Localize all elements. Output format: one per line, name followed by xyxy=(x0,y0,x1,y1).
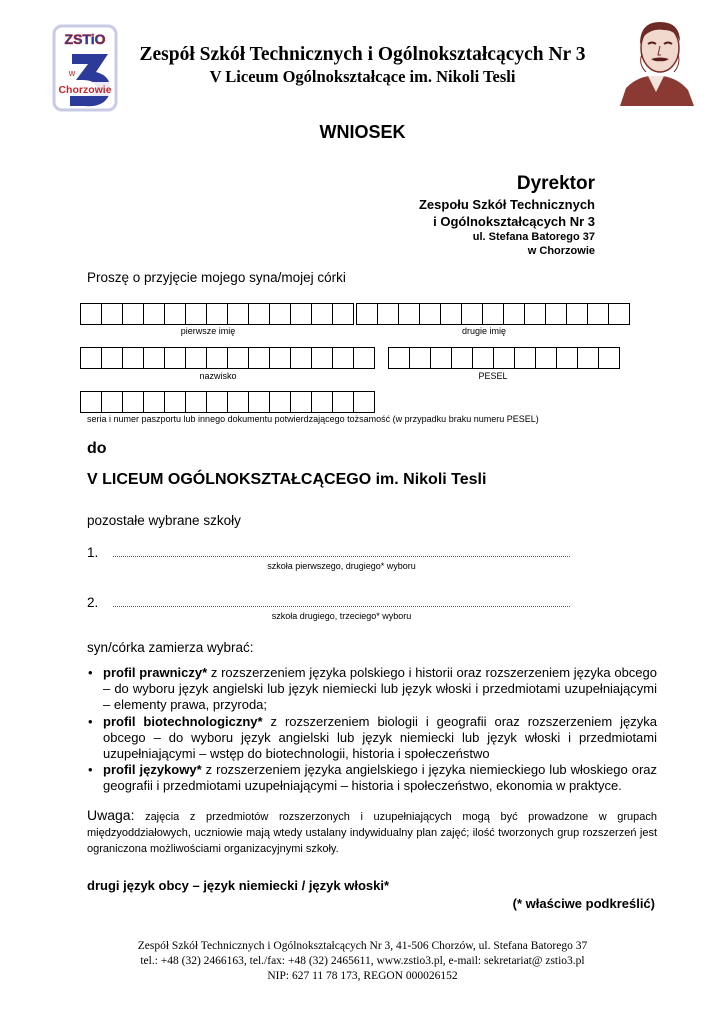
underline-note: (* właściwe podkreślić) xyxy=(512,896,655,911)
profile-description: z rozszerzeniem języka angielskiego i języka niemieckiego lub włoskiego oraz geografii i przedmiotami uzupełniającymi – historia i społeczeństwo, ekonomia w praktyce. xyxy=(103,762,658,794)
footer-contact: tel.: +48 (32) 2466163, tel./fax: +48 (32) 2465611, www.zstio3.pl, e-mail: sekretariat@ zstio3.pl xyxy=(140,955,585,967)
note-block xyxy=(87,807,657,857)
note-label: Uwaga: xyxy=(87,807,135,823)
profiles-list xyxy=(87,665,657,795)
school-choice-2-num: 2. xyxy=(87,595,99,610)
school-choice-1-caption: szkoła pierwszego, drugiego* wyboru xyxy=(267,561,416,571)
addressee-line3: ul. Stefana Batorego 37 xyxy=(472,231,595,243)
note-text: zajęcia z przedmiotów rozszerzonych i uzupełniających mogą być prowadzone w grupach międzyoddziałowych, uczniowie mają wtedy ustalany indywidualny plan zajęć; ilość tworzonych grup rozszerzeń jest ograniczona możliwościami organizacyjnymi szkoły. xyxy=(87,811,657,855)
do-label: do xyxy=(87,440,107,457)
logo-text-top: ZSTiO xyxy=(64,31,106,47)
other-schools-heading: pozostałe wybrane szkoły xyxy=(87,513,241,528)
addressee-line2: i Ogólnokształcących Nr 3 xyxy=(433,214,595,229)
second-name-caption: drugie imię xyxy=(461,326,507,336)
pesel-boxes[interactable] xyxy=(388,347,619,369)
profile-name: profil językowy* xyxy=(103,762,202,778)
profile-description: z rozszerzeniem języka polskiego i historii oraz rozszerzeniem języka obcego – do wyboru język angielski lub język niemiecki lub język włoski i przedmiotami uzupełniającymi – elementy prawa, przyroda; xyxy=(103,665,657,713)
surname-caption: nazwisko xyxy=(199,371,237,381)
addressee-block xyxy=(419,172,595,258)
profile-name: profil biotechnologiczny* xyxy=(103,713,263,729)
profile-item xyxy=(103,762,657,794)
footer-address: Zespół Szkół Technicznych i Ogólnokształcących Nr 3, 41-506 Chorzów, ul. Stefana Batorego 37 xyxy=(137,940,588,952)
footer xyxy=(0,939,725,984)
first-name-caption: pierwsze imię xyxy=(180,326,236,336)
logo-text-w: w xyxy=(68,68,76,78)
request-text: Proszę o przyjęcie mojego syna/mojej córki xyxy=(87,270,346,285)
addressee-line4: w Chorzowie xyxy=(527,245,595,257)
addressee-line1: Zespołu Szkół Technicznych xyxy=(418,197,595,212)
school-choice-2-line[interactable] xyxy=(113,606,570,607)
school-choice-1-line[interactable] xyxy=(113,556,570,557)
school-choice-1-num: 1. xyxy=(87,545,99,560)
school-choice-2-caption: szkoła drugiego, trzeciego* wyboru xyxy=(271,611,412,621)
footer-ids: NIP: 627 11 78 173, REGON 000026152 xyxy=(267,970,458,982)
first-name-boxes[interactable] xyxy=(80,303,353,325)
second-language: drugi język obcy – język niemiecki / język włoski* xyxy=(87,878,390,893)
school-name: Zespół Szkół Technicznych i Ogólnokształcących Nr 3 xyxy=(139,44,586,65)
passport-boxes[interactable] xyxy=(80,391,374,413)
surname-boxes[interactable] xyxy=(80,347,374,369)
tesla-portrait xyxy=(618,14,696,106)
target-school: V LICEUM OGÓLNOKSZTAŁCĄCEGO im. Nikoli Tesli xyxy=(87,471,487,488)
pesel-caption: PESEL xyxy=(478,371,508,381)
choose-heading: syn/córka zamierza wybrać: xyxy=(87,640,254,655)
profile-item xyxy=(103,714,657,763)
school-subtitle: V Liceum Ogólnokształcące im. Nikoli Tesli xyxy=(209,67,516,86)
profile-name: profil prawniczy* xyxy=(103,665,208,680)
addressee-role: Dyrektor xyxy=(516,173,595,194)
profile-item xyxy=(103,665,657,714)
profile-description: z rozszerzeniem biologii i geografii oraz rozszerzeniem języka obcego – do wyboru język angielski lub język niemiecki lub język włoski i przedmiotami uzupełniającymi – wstęp do biotechnologii, historia i społeczeństwo xyxy=(103,713,658,762)
document-title: WNIOSEK xyxy=(319,122,406,142)
passport-caption: seria i numer paszportu lub innego dokumentu potwierdzającego tożsamość (w przypadku braku numeru PESEL) xyxy=(87,414,539,424)
second-name-boxes[interactable] xyxy=(356,303,629,325)
logo-text-city: Chorzowie xyxy=(58,84,112,96)
